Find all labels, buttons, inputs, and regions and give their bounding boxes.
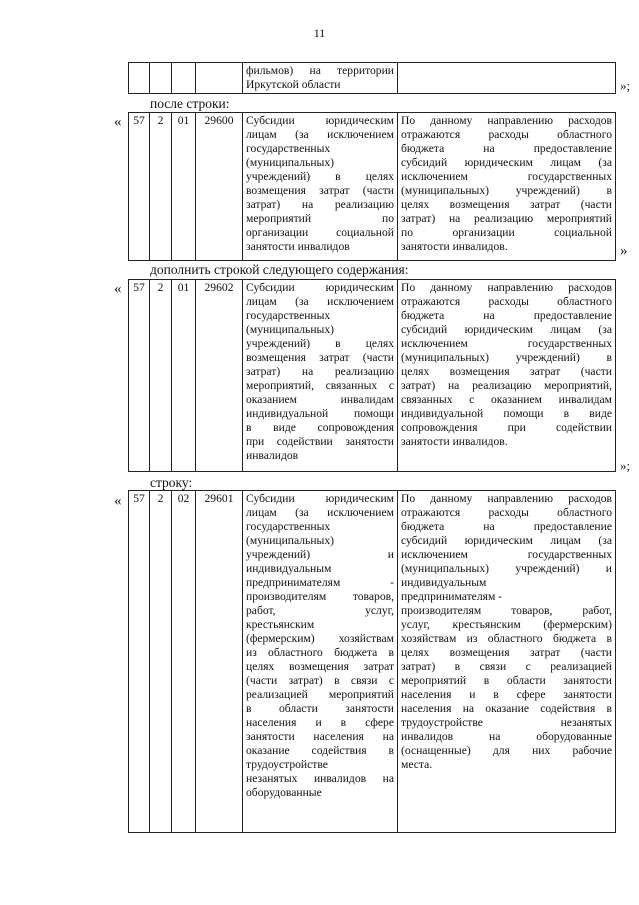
section1-name-line: государственных [246,142,331,155]
section1-table [128,112,616,261]
section2-code-2: 2 [150,280,172,472]
fragment-table [128,62,616,94]
section1-name-line: затрат) на реализацию [246,198,394,211]
section2-code-4: 29602 [196,280,243,472]
section3-name-line: производителям товаров, [246,590,394,603]
section3-desc-line: трудоустройстве незанятых [401,716,612,729]
fragment-cell-3 [172,63,196,94]
section2-name-line: затрат) на реализацию [246,365,394,378]
section1-code-2: 2 [150,113,172,261]
section3-name-line: крестьянским [246,618,315,631]
section2-desc-line: отражаются расходы областного [401,295,612,308]
section1-name-line: лицам (за исключением [246,128,394,141]
section3-name-line: предпринимателям - [246,576,394,589]
fragment-closing-quote: »; [620,78,631,93]
section3-name-line: оказание содействия в [246,744,394,757]
section3-desc-line: субсидий юридическим лицам (за [401,534,612,547]
section3-desc-line: (оснащенные) для них рабочие [401,744,612,757]
section2-open-quote: « [114,281,122,297]
section3-desc-line: места. [401,758,433,771]
section3-name-line: учреждений) и [246,548,394,561]
fragment-name-line: Иркутской области [246,78,341,91]
section3-name-line: трудоустройстве [246,758,328,771]
section2-desc-line: целях возмещения затрат (части [401,365,612,378]
section2-desc-line: исключением государственных [401,337,612,350]
section2-table [128,279,616,472]
section3-desc-line: целях возмещения затрат (части [401,646,612,659]
section3-desc-cell [398,491,616,833]
section2-code-3: 01 [172,280,196,472]
section3-name-line: лицам (за исключением [246,506,394,519]
section1-desc-line: занятости инвалидов. [401,240,508,253]
section3-name-line: индивидуальным [246,562,332,575]
section1-desc-line: (муниципальных) учреждений) в [401,184,612,197]
section3-desc-line: хозяйствам из областного бюджета в [401,632,612,645]
section1-name-line: мероприятий по [246,212,394,225]
section2-name-line: оказанием инвалидам [246,393,394,406]
section3-desc-line: исключением государственных [401,548,612,561]
section3-desc-line: населения на оказание содействия в [401,702,612,715]
section1-desc-line: По данному направлению расходов [401,114,612,127]
section2-name-line: возмещения затрат (части [246,351,394,364]
section1-name-line: организации социальной [246,226,394,239]
section3-code-3: 02 [172,491,196,833]
fragment-desc-cell [398,63,616,94]
section3-name-line: незанятых инвалидов на [246,772,394,785]
section3-name-line: Субсидии юридическим [246,492,394,505]
section2-desc-line: затрат) на реализацию мероприятий, [401,379,612,392]
page-number: 11 [313,26,326,40]
section1-name-line: занятости инвалидов [246,240,350,253]
section3-name-line: населения и в сфере [246,716,394,729]
section3-desc-line: предпринимателям - [401,590,503,603]
section3-desc-line: бюджета на предоставление [401,520,612,533]
section2-closing-quote: »; [620,458,631,473]
section2-name-line: государственных [246,309,331,322]
section3-name-cell [243,491,398,833]
section2-name-line: инвалидов [246,449,299,462]
section2-desc-line: связанных с оказанием инвалидам [401,393,612,406]
section2-name-line: Субсидии юридическим [246,281,394,294]
section3-open-quote: « [114,493,122,509]
section3-code-1: 57 [129,491,150,833]
section2-desc-line: субсидий юридическим лицам (за [401,323,612,336]
section1-name-cell [243,113,398,261]
section2-desc-line: (муниципальных) учреждений) в [401,351,612,364]
section1-name-line: Субсидии юридическим [246,114,394,127]
section3-desc-line: населения и в сфере занятости [401,688,612,701]
section3-desc-line: мероприятий в области занятости [401,674,612,687]
fragment-cell-4 [196,63,243,94]
section3-name-line: (части затрат) в связи с [246,674,394,687]
section2-caption: дополнить строкой следующего содержания: [150,262,409,277]
section1-desc-line: отражаются расходы областного [401,128,612,141]
section3-name-line: (муниципальных) [246,534,334,547]
section3-desc-line: индивидуальным [401,576,487,589]
section3-name-line: (фермерским) хозяйствам [246,632,394,645]
section3-name-line: занятости населения на [246,730,394,743]
section2-name-line: мероприятий, связанных с [246,379,394,392]
section3-code-4: 29601 [196,491,243,833]
section3-code-2: 2 [150,491,172,833]
section3-desc-line: производителям товаров, работ, [401,604,612,617]
section1-caption: после строки: [150,96,230,111]
section2-desc-line: бюджета на предоставление [401,309,612,322]
section3-caption: строку: [150,475,193,490]
section3-name-line: государственных [246,520,331,533]
section2-code-1: 57 [129,280,150,472]
section2-desc-line: индивидуальной помощи в виде [401,407,612,420]
section1-desc-line: по организации социальной [401,226,612,239]
section1-desc-line: затрат) на реализацию мероприятий [401,212,612,225]
section1-closing-quote: » [620,243,628,259]
section1-name-line: (муниципальных) [246,156,334,169]
section2-name-line: индивидуальной помощи [246,407,394,420]
section1-desc-line: целях возмещения затрат (части [401,198,612,211]
section1-name-line: возмещения затрат (части [246,184,394,197]
section1-desc-line: исключением государственных [401,170,612,183]
section3-name-line: из областного бюджета в [246,646,394,659]
section1-code-4: 29600 [196,113,243,261]
section1-desc-line: бюджета на предоставление [401,142,612,155]
section2-desc-cell [398,280,616,472]
section3-name-line: работ, услуг, [246,604,394,617]
fragment-cell-1 [129,63,150,94]
section1-name-line: учреждений) в целях [246,170,394,183]
section1-open-quote: « [114,114,122,130]
fragment-cell-2 [150,63,172,94]
section2-name-cell [243,280,398,472]
section3-desc-line: услуг, крестьянским (фермерским) [401,618,612,631]
section2-desc-line: По данному направлению расходов [401,281,612,294]
section2-name-line: учреждений) в целях [246,337,394,350]
section2-name-line: в виде сопровождения [246,421,394,434]
section3-table [128,490,616,833]
section3-desc-line: отражаются расходы областного [401,506,612,519]
section3-desc-line: По данному направлению расходов [401,492,612,505]
section2-name-line: лицам (за исключением [246,295,394,308]
section1-code-1: 57 [129,113,150,261]
section2-desc-line: занятости инвалидов. [401,435,508,448]
section2-name-line: (муниципальных) [246,323,334,336]
section1-desc-line: субсидий юридическим лицам (за [401,156,612,169]
section3-name-line: реализацией мероприятий [246,688,394,701]
fragment-name-line: фильмов) на территории [246,64,394,77]
section2-desc-line: сопровождения при содействии [401,421,612,434]
section3-desc-line: инвалидов на оборудованные [401,730,612,743]
fragment-name-cell [243,63,398,94]
section1-code-3: 01 [172,113,196,261]
section3-name-line: целях возмещения затрат [246,660,394,673]
section3-desc-line: (муниципальных) учреждений) и [401,562,612,575]
section2-name-line: при содействии занятости [246,435,394,448]
section3-name-line: в области занятости [246,702,394,715]
section3-name-line: оборудованные [246,786,322,799]
section3-desc-line: затрат) в связи с реализацией [401,660,612,673]
section1-desc-cell [398,113,616,261]
